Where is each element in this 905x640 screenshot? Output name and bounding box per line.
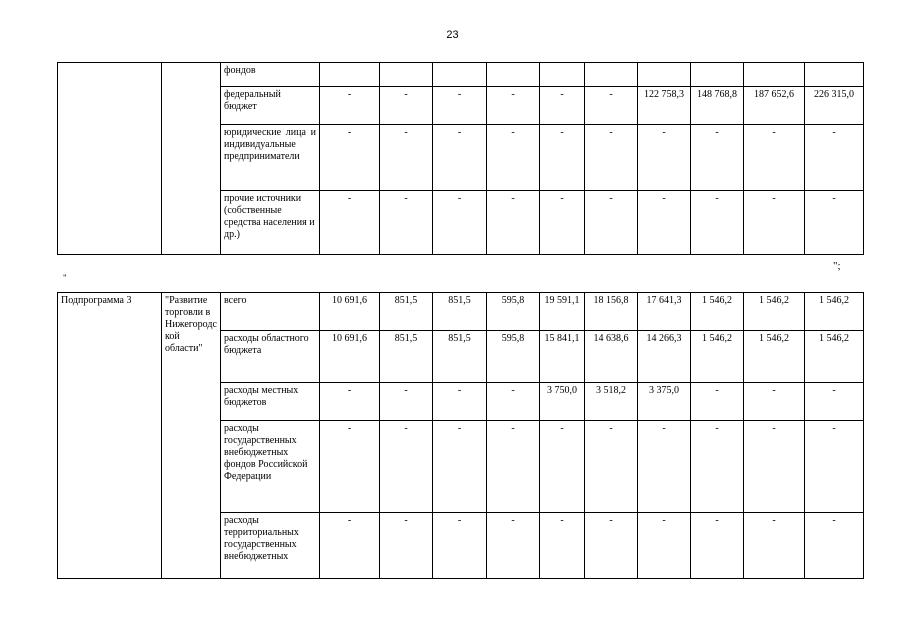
subprogram-3-table (57, 292, 864, 579)
table-cell: - (380, 513, 433, 579)
table-cell: 18 156,8 (585, 293, 638, 331)
table-cell: 1 546,2 (805, 293, 864, 331)
table-cell: - (744, 383, 805, 421)
table-cell: - (540, 87, 585, 125)
row-label: фондов (221, 63, 320, 87)
table-cell (691, 63, 744, 87)
table-cell: - (433, 87, 487, 125)
table-cell: - (585, 421, 638, 513)
table-cell: - (691, 191, 744, 255)
row-label: расходы государственных внебюджетных фондов Российской Федерации (221, 421, 320, 513)
table-cell (638, 63, 691, 87)
table-cell (805, 63, 864, 87)
table-cell: - (691, 513, 744, 579)
table-cell: - (805, 191, 864, 255)
table-cell: 595,8 (487, 331, 540, 383)
table-cell: 1 546,2 (691, 293, 744, 331)
table-cell: - (691, 383, 744, 421)
row-label: всего (221, 293, 320, 331)
table-cell: - (320, 513, 380, 579)
table-cell: 19 591,1 (540, 293, 585, 331)
table-cell: - (805, 125, 864, 191)
table-cell: - (320, 421, 380, 513)
row-label: расходы территориальных государственных внебюджетных (221, 513, 320, 579)
table-cell: - (638, 125, 691, 191)
table-cell: 851,5 (380, 331, 433, 383)
table-cell: 122 758,3 (638, 87, 691, 125)
table-cell (744, 63, 805, 87)
table-cell: - (320, 383, 380, 421)
table-cell: 10 691,6 (320, 331, 380, 383)
funding-table-continued (57, 62, 864, 255)
table-cell: - (638, 191, 691, 255)
table-cell: - (487, 513, 540, 579)
program-title-cell: "Развитие торговли в Нижегородской области" (162, 293, 221, 579)
table-cell: 226 315,0 (805, 87, 864, 125)
row-label: федеральный бюджет (221, 87, 320, 125)
table-cell: 3 750,0 (540, 383, 585, 421)
table-row (58, 293, 864, 331)
row-label: юридические лица и индивидуальные предприниматели (221, 125, 320, 191)
table-cell: - (805, 383, 864, 421)
table-cell: - (380, 421, 433, 513)
table-cell: 148 768,8 (691, 87, 744, 125)
program-cell: Подпрограмма 3 (58, 293, 162, 579)
table-cell: 1 546,2 (744, 293, 805, 331)
table-cell: - (380, 125, 433, 191)
table-cell: - (320, 87, 380, 125)
table-cell: - (744, 125, 805, 191)
table-cell: 10 691,6 (320, 293, 380, 331)
table-cell (320, 63, 380, 87)
table-cell: - (487, 125, 540, 191)
table-cell: - (638, 421, 691, 513)
table-cell: - (380, 191, 433, 255)
table-cell: 15 841,1 (540, 331, 585, 383)
row-label: расходы областного бюджета (221, 331, 320, 383)
closing-quote: "; (833, 260, 841, 272)
table-row (58, 63, 864, 87)
table-cell: - (691, 421, 744, 513)
table-cell: - (433, 383, 487, 421)
table-cell: - (805, 513, 864, 579)
table-cell: 1 546,2 (691, 331, 744, 383)
program-cell (58, 63, 162, 255)
table-cell: 1 546,2 (805, 331, 864, 383)
table-cell: - (540, 125, 585, 191)
table-cell (540, 63, 585, 87)
row-label: расходы местных бюджетов (221, 383, 320, 421)
table-cell: 1 546,2 (744, 331, 805, 383)
table-cell: - (487, 421, 540, 513)
table-cell: - (585, 513, 638, 579)
table-cell: 595,8 (487, 293, 540, 331)
table-cell: 851,5 (433, 293, 487, 331)
table-cell: 3 375,0 (638, 383, 691, 421)
page-number: 23 (446, 29, 459, 41)
table-cell: 851,5 (380, 293, 433, 331)
table-cell: - (744, 191, 805, 255)
table-cell (487, 63, 540, 87)
table-cell (380, 63, 433, 87)
table-cell: - (805, 421, 864, 513)
table-cell: - (585, 87, 638, 125)
table-cell: - (433, 513, 487, 579)
table-cell: - (540, 421, 585, 513)
table-cell: - (487, 383, 540, 421)
table-cell: - (320, 191, 380, 255)
table-cell (585, 63, 638, 87)
table-cell: - (744, 513, 805, 579)
table-cell: - (380, 383, 433, 421)
table-cell: - (487, 191, 540, 255)
table-cell: - (638, 513, 691, 579)
table-cell: - (320, 125, 380, 191)
table-cell (433, 63, 487, 87)
table-cell: 14 638,6 (585, 331, 638, 383)
table-cell: - (691, 125, 744, 191)
table-cell: 3 518,2 (585, 383, 638, 421)
table-cell: - (540, 191, 585, 255)
table-cell: 14 266,3 (638, 331, 691, 383)
row-label: прочие источники (собственные средства населения и др.) (221, 191, 320, 255)
table-cell: 17 641,3 (638, 293, 691, 331)
program-title-cell (162, 63, 221, 255)
table-cell: - (433, 125, 487, 191)
table-cell: - (585, 191, 638, 255)
table-cell: - (433, 421, 487, 513)
table-cell: 187 652,6 (744, 87, 805, 125)
table-cell: - (585, 125, 638, 191)
table-cell: - (744, 421, 805, 513)
table-cell: - (487, 87, 540, 125)
table-cell: - (433, 191, 487, 255)
table-cell: 851,5 (433, 331, 487, 383)
table-cell: - (380, 87, 433, 125)
table-cell: - (540, 513, 585, 579)
opening-quote: " (63, 273, 67, 283)
